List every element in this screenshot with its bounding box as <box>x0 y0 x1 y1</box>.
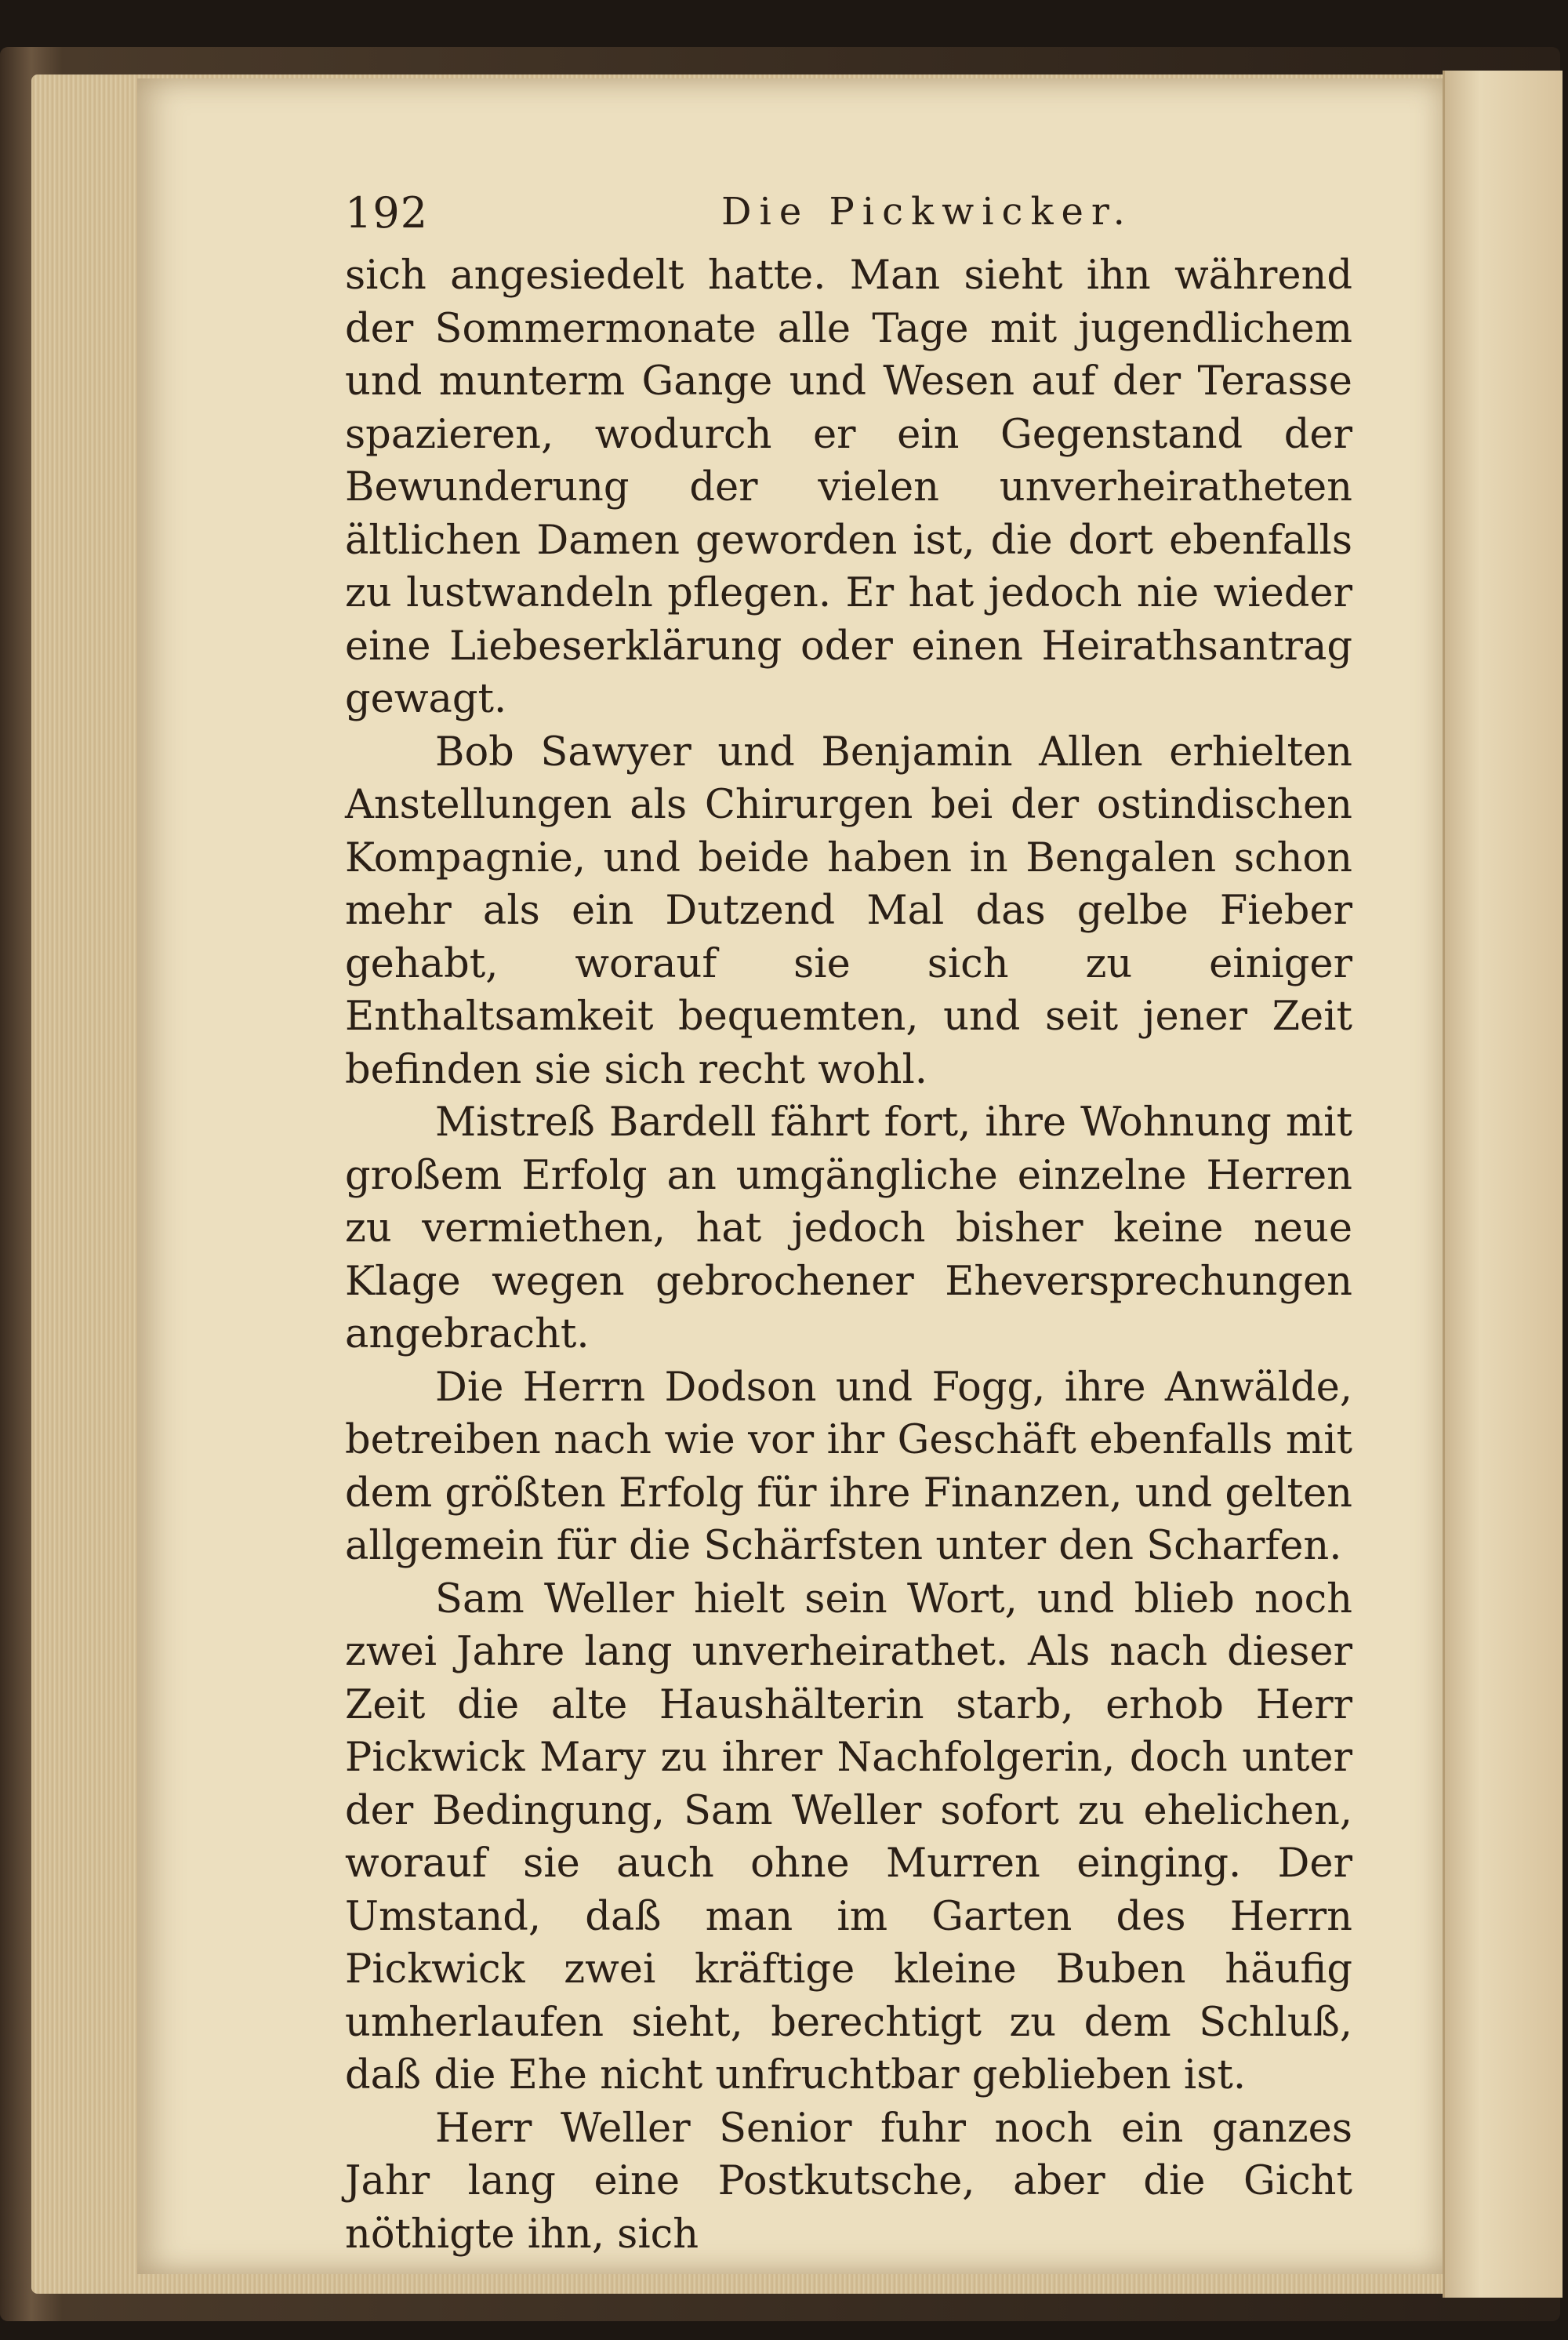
paragraph-5: Sam Weller hielt sein Wort, und blieb noch zwei Jahre lang unverheirathet. Als nach dieser Zeit die alte Haushälterin starb, erhob Herr Pickwick Mary zu ihrer Nachfolgerin, doch unter der Bedingung, Sam Weller sofort zu ehelichen, worauf sie auch ohne Murren einging. Der Umstand, daß man im Garten des Herrn Pickwick zwei kräftige kleine Buben häufig umherlaufen sieht, berechtigt zu dem Schluß, daß die Ehe nicht unfruchtbar geblieben ist. <box>345 1575 1352 2098</box>
body-text <box>345 249 1352 2261</box>
paragraph-3: Mistreß Bardell fährt fort, ihre Wohnung mit großem Erfolg an umgängliche einzelne Herren zu vermiethen, hat jedoch bisher keine neue Klage wegen gebrochener Eheversprechungen angebracht. <box>345 1099 1352 1357</box>
paragraph-4: Die Herrn Dodson und Fogg, ihre Anwälde, betreiben nach wie vor ihr Geschäft ebenfalls mit dem größten Erfolg für ihre Finanzen, und gelten allgemein für die Schärfsten unter den Scharfen. <box>345 1364 1352 1569</box>
facing-page-edge <box>1443 71 1563 2298</box>
running-title: Die Pickwicker. <box>721 190 1133 234</box>
page-number: 192 <box>345 188 429 238</box>
paragraph-1: sich angesiedelt hatte. Man sieht ihn während der Sommermonate alle Tage mit jugendlichem und munterm Gange und Wesen auf der Terasse spazieren, wodurch er ein Gegenstand der Bewunderung der vielen unverheiratheten ältlichen Damen geworden ist, die dort ebenfalls zu lustwandeln pflegen. Er hat jedoch nie wieder eine Liebeserklärung oder einen Heirathsantrag gewagt. <box>345 253 1352 722</box>
paragraph-2: Bob Sawyer und Benjamin Allen erhielten Anstellungen als Chirurgen bei der ostindischen Kompagnie, und beide haben in Bengalen schon mehr als ein Dutzend Mal das gelbe Fieber gehabt, worauf sie sich zu einiger Enthaltsamkeit bequemten, und seit jener Zeit befinden sie sich recht wohl. <box>345 729 1352 1093</box>
paragraph-6: Herr Weller Senior fuhr noch ein ganzes Jahr lang eine Postkutsche, aber die Gicht nöthigte ihn, sich <box>345 2105 1352 2258</box>
running-head <box>345 188 1364 243</box>
